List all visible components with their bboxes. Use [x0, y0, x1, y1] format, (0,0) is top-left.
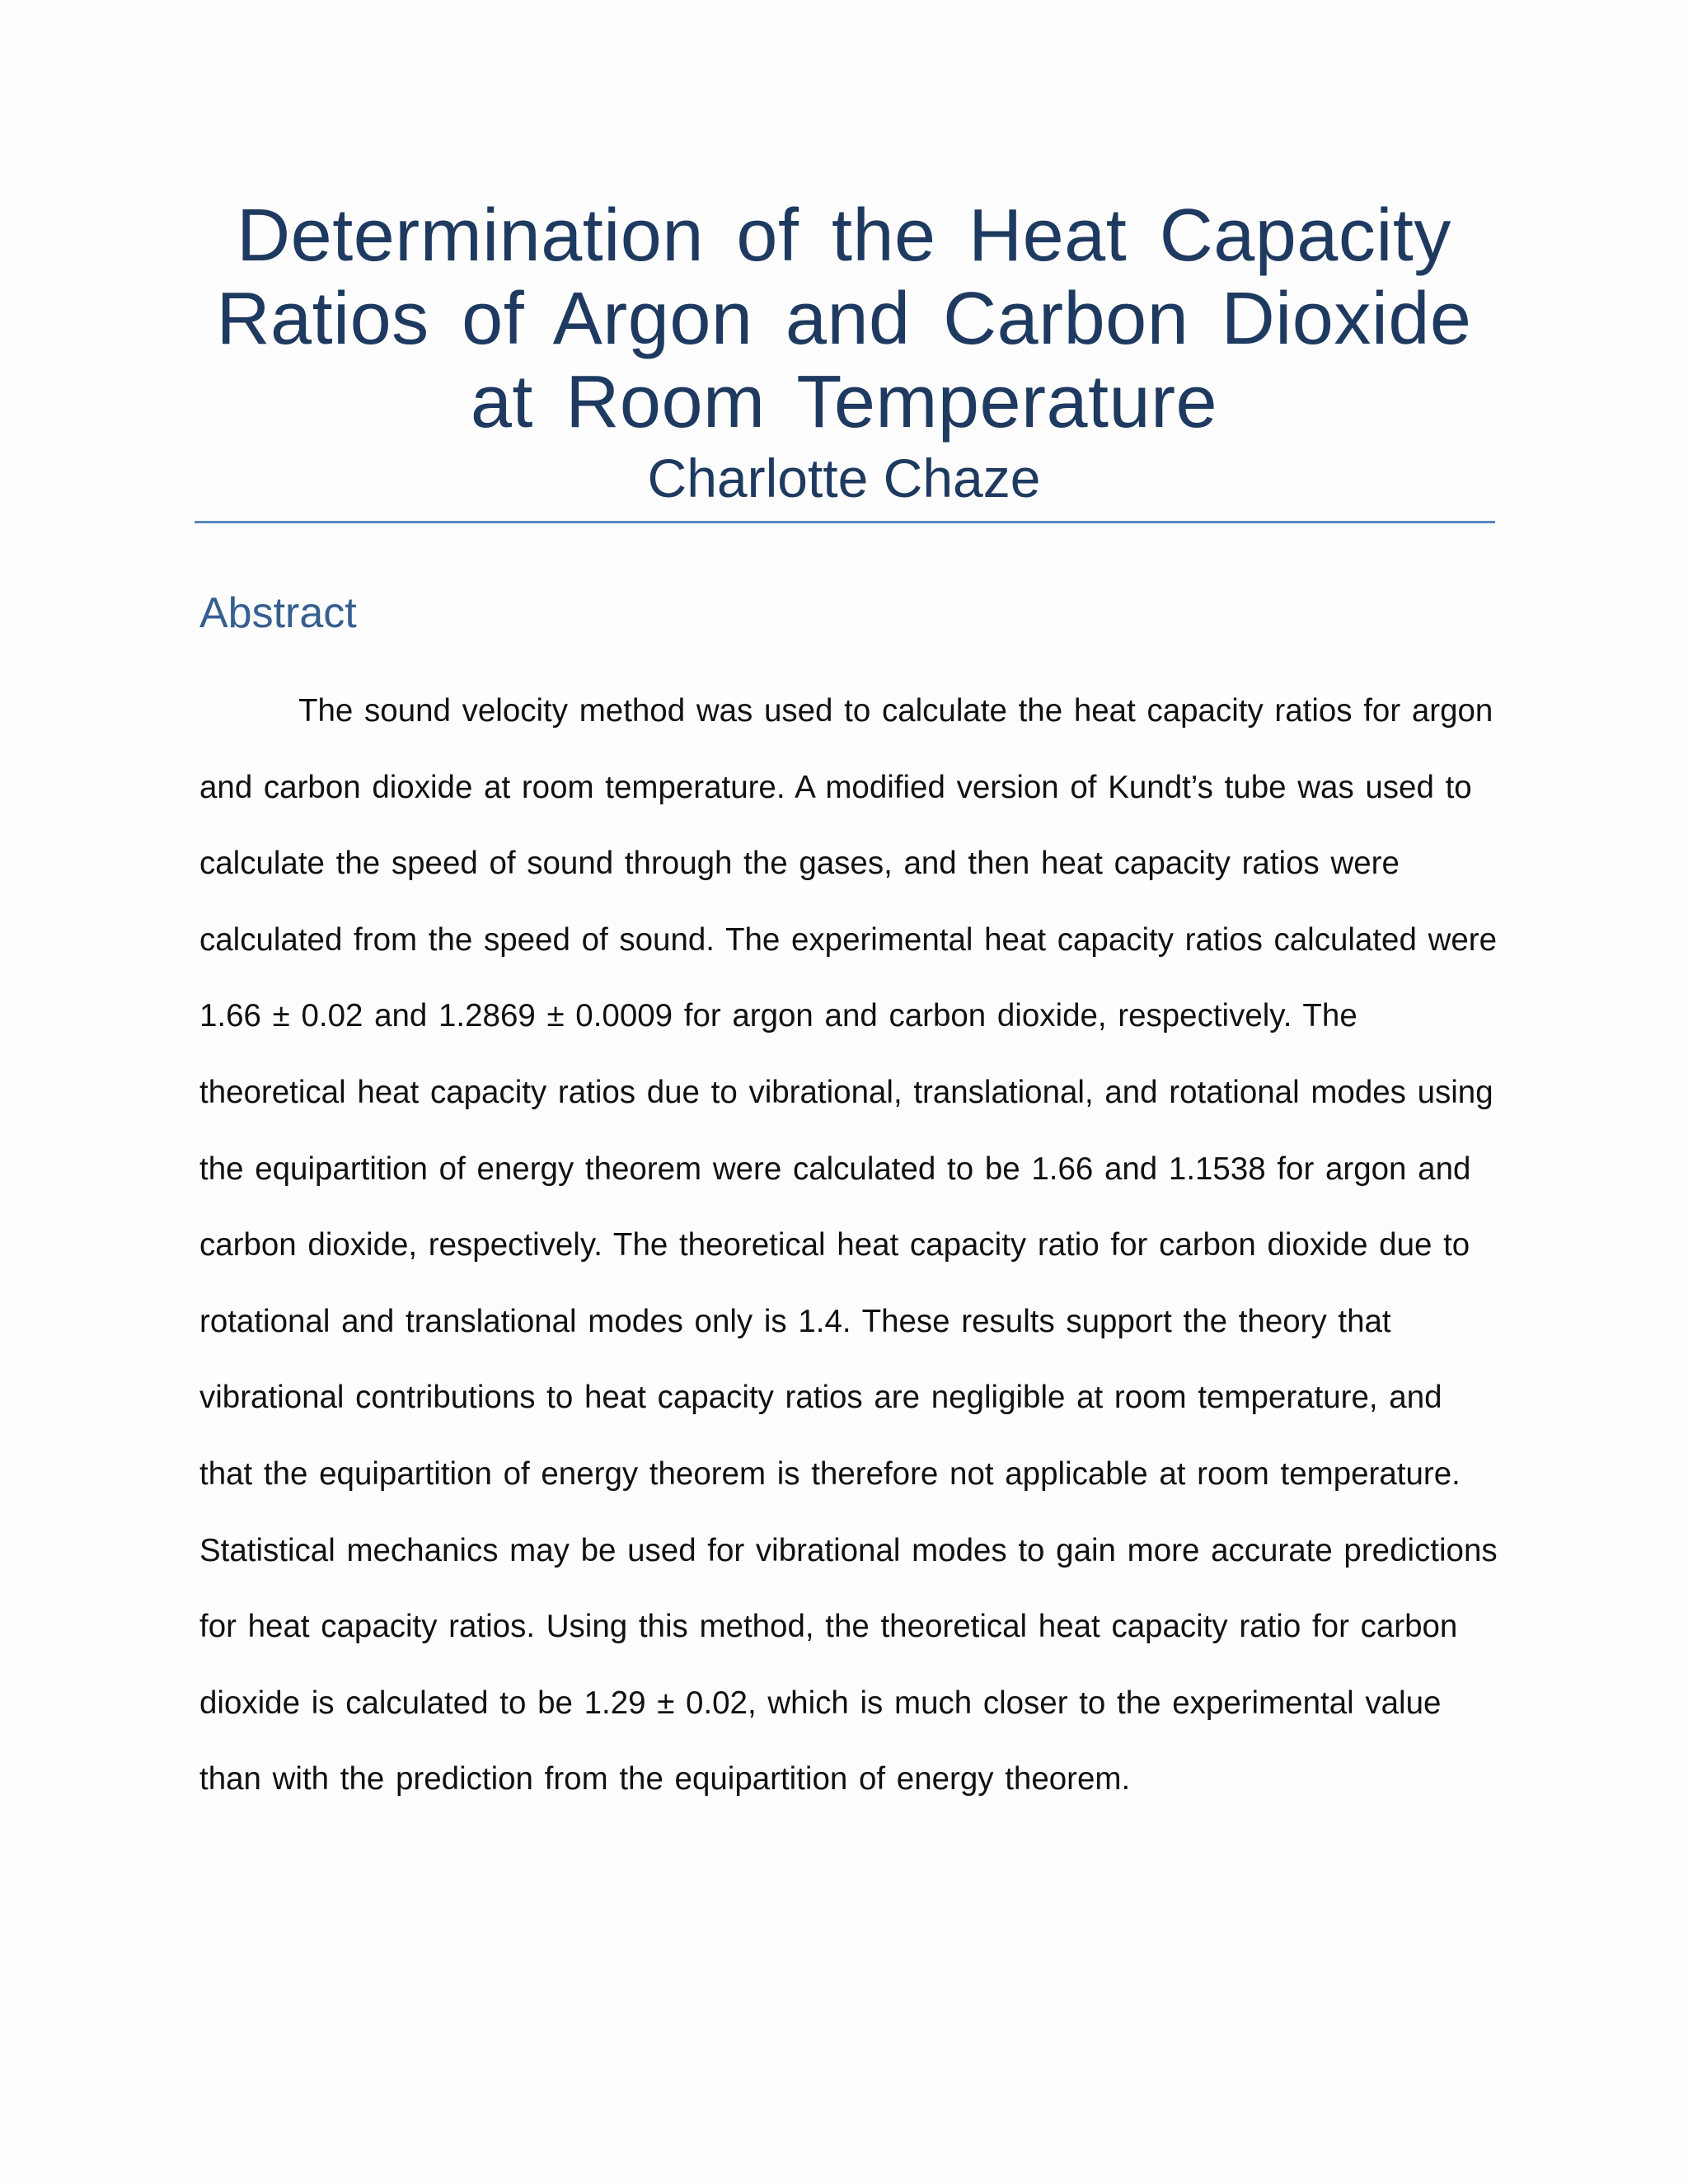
author-name: Charlotte Chaze: [647, 448, 1041, 509]
abstract-heading: Abstract: [199, 589, 357, 637]
abstract-paragraph: The sound velocity method was used to calculate the heat capacity ratios for argon and carbon dioxide at room temperature. A modified version of Kundt’s tube was used to calculate the speed of sound through the gases, and then heat capacity ratios were calculated from the speed of sound. The experimental heat capacity ratios calculated were 1.66 ± 0.02 and 1.2869 ± 0.0009 for argon and carbon dioxide, respectively. The theoretical heat capacity ratios due to vibrational, translational, and rotational modes using the equipartition of energy theorem were calculated to be 1.66 and 1.1538 for argon and carbon dioxide, respectively. The theoretical heat capacity ratio for carbon dioxide due to rotational and translational modes only is 1.4. These results support the theory that vibrational contributions to heat capacity ratios are negligible at room temperature, and that the equipartition of energy theorem is therefore not applicable at room temperature. Statistical mechanics may be used for vibrational modes to gain more accurate predictions for heat capacity ratios. Using this method, the theoretical heat capacity ratio for carbon dioxide is calculated to be 1.29 ± 0.02, which is much closer to the experimental value than with the prediction from the equipartition of energy theorem.: [199, 693, 1498, 1797]
document-title: Determination of the Heat Capacity Ratios of Argon and Carbon Dioxide at Room Temperature: [216, 194, 1472, 443]
title-divider: [195, 521, 1495, 523]
